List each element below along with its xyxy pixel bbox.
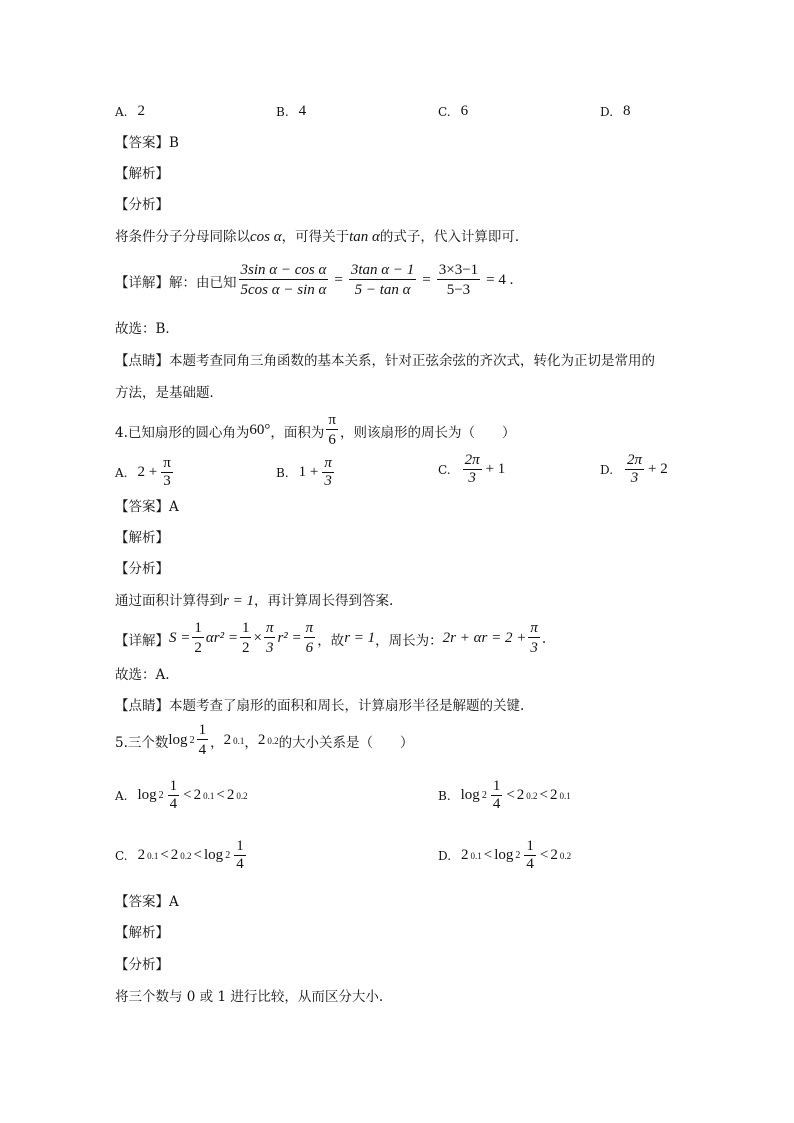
denominator: 3 xyxy=(163,473,171,489)
denominator: 5 − tan α xyxy=(354,282,411,298)
equals: = xyxy=(422,272,431,288)
q3-comment-line1: 【点睛】本题考查同角三角函数的基本关系，针对正弦余弦的齐次式，转化为正切是常用的 xyxy=(115,353,655,369)
fraction xyxy=(491,778,503,813)
option-value: 4 xyxy=(298,103,307,119)
option-label: D. xyxy=(438,848,452,863)
q3-option-b xyxy=(276,103,306,120)
exponent: 0.1 xyxy=(233,735,245,746)
numerator: 1 xyxy=(169,778,178,794)
math: r² = xyxy=(277,630,302,646)
base: 2 xyxy=(550,847,558,863)
numerator: 1 xyxy=(236,838,244,854)
fraction xyxy=(192,620,204,657)
q4-option-d xyxy=(600,452,668,487)
log-text: log xyxy=(494,847,514,863)
option-label: B. xyxy=(276,104,289,119)
text: . xyxy=(541,630,547,647)
q3-option-c xyxy=(438,103,468,120)
base: 2 xyxy=(226,787,235,803)
math-cos: cos α xyxy=(250,229,282,245)
text: 4.已知扇形的圆心角为 xyxy=(115,424,250,441)
q4-detail xyxy=(115,620,546,657)
denominator: 6 xyxy=(328,432,336,448)
q5-analysis-heading: 【解析】 xyxy=(115,925,169,941)
q3-comment-line2: 方法，是基础题． xyxy=(115,385,223,401)
option-label: C. xyxy=(438,462,451,477)
option-label: B. xyxy=(438,788,451,803)
denominator: 5−3 xyxy=(446,282,471,298)
option-label: A. xyxy=(115,788,128,803)
numerator: 1 xyxy=(198,722,207,738)
q3-fenxi-heading: 【分析】 xyxy=(115,197,169,213)
q5-fenxi-heading: 【分析】 xyxy=(115,957,169,973)
exponent: 0.2 xyxy=(559,850,572,861)
option-math xyxy=(461,838,571,873)
log-base: 2 xyxy=(225,850,231,861)
fraction xyxy=(528,620,540,657)
option-label: A. xyxy=(115,465,128,480)
option-value: 6 xyxy=(460,103,469,119)
option-math xyxy=(623,452,668,487)
log-text: log xyxy=(460,787,480,803)
q4-option-c xyxy=(438,452,505,487)
numerator: 3tan α − 1 xyxy=(350,262,415,278)
exponent: 0.1 xyxy=(470,850,482,861)
fraction xyxy=(197,722,209,759)
power xyxy=(224,732,245,749)
fraction xyxy=(240,620,252,657)
option-label: C. xyxy=(438,104,451,119)
option-label: D. xyxy=(600,104,614,119)
math-r: r = 1 xyxy=(223,593,254,609)
fraction xyxy=(437,262,480,299)
q3-detail xyxy=(115,262,513,299)
base: 2 xyxy=(223,732,232,748)
numerator: 1 xyxy=(194,620,202,636)
base: 2 xyxy=(516,787,525,803)
q4-option-b xyxy=(276,455,336,490)
fraction xyxy=(524,838,536,873)
log-base: 2 xyxy=(189,735,195,746)
denominator: 3 xyxy=(630,470,639,486)
pre: 1 + xyxy=(298,464,319,480)
numerator: 3×3−1 xyxy=(438,262,479,278)
q5-option-c xyxy=(115,838,248,873)
less-than: < xyxy=(183,787,192,803)
denominator: 4 xyxy=(236,856,244,872)
q5-stem xyxy=(115,722,414,759)
text: 将条件分子分母同除以 xyxy=(115,229,250,245)
option-math xyxy=(138,838,248,873)
text: 5.三个数 xyxy=(115,734,169,751)
text: ，则该扇形的周长为（ ） xyxy=(339,424,516,441)
fraction xyxy=(264,620,276,657)
base: 2 xyxy=(257,732,266,748)
text: 【详解】 xyxy=(115,632,169,649)
power xyxy=(258,732,279,749)
numerator: 2π xyxy=(627,452,643,468)
denominator: 6 xyxy=(305,640,314,656)
numerator: π xyxy=(328,412,336,428)
pre: 2 + xyxy=(137,464,158,480)
denominator: 2 xyxy=(241,640,250,656)
log-text: log xyxy=(137,787,157,803)
denominator: 4 xyxy=(198,742,207,758)
text: 通过面积计算得到 xyxy=(115,593,223,609)
base: 2 xyxy=(170,847,179,863)
option-math xyxy=(299,455,336,490)
math: S = xyxy=(169,630,191,646)
numerator: π xyxy=(324,455,332,471)
text: ，再计算周长得到答案. xyxy=(253,593,394,609)
denominator: 2 xyxy=(194,640,202,656)
exponent: 0.2 xyxy=(180,850,192,861)
base: 2 xyxy=(461,847,469,863)
text: ，面积为 xyxy=(270,424,325,441)
math: αr² = xyxy=(205,630,238,646)
numerator: π xyxy=(163,455,171,471)
less-than: < xyxy=(160,847,169,863)
text: 的大小关系是（ ） xyxy=(278,734,414,751)
post: + 2 xyxy=(648,461,668,477)
q4-fenxi-heading: 【分析】 xyxy=(115,561,169,577)
fraction xyxy=(239,262,329,299)
option-label: C. xyxy=(115,848,128,863)
option-value: 8 xyxy=(623,103,631,119)
denominator: 4 xyxy=(526,856,534,872)
numerator: 2π xyxy=(464,452,480,468)
less-than: < xyxy=(216,787,225,803)
base: 2 xyxy=(193,787,202,803)
exponent: 0.2 xyxy=(267,735,279,746)
fraction xyxy=(326,412,338,449)
less-than: < xyxy=(539,847,549,863)
q5-option-d xyxy=(438,838,571,873)
q3-option-d xyxy=(600,103,631,120)
less-than: < xyxy=(193,847,203,863)
denominator: 3 xyxy=(265,640,274,656)
exponent: 0.1 xyxy=(559,790,571,801)
q4-method xyxy=(115,592,393,610)
numerator: π xyxy=(530,620,538,636)
log-text: log xyxy=(204,847,224,863)
denominator: 3 xyxy=(530,640,538,656)
q4-choose: 故选：A. xyxy=(115,667,170,683)
q3-option-a xyxy=(115,103,145,120)
fraction xyxy=(161,455,173,490)
fraction xyxy=(463,452,482,487)
text: ，可得关于 xyxy=(281,229,350,245)
q5-method: 将三个数与 0 或 1 进行比较，从而区分大小. xyxy=(115,989,384,1005)
fraction xyxy=(625,452,644,487)
log xyxy=(168,732,194,749)
option-math xyxy=(137,778,247,813)
denominator: 3 xyxy=(468,470,476,486)
exponent: 0.2 xyxy=(236,790,248,801)
denominator: 3 xyxy=(324,473,332,489)
less-than: < xyxy=(506,787,515,803)
numerator: 3sin α − cos α xyxy=(240,262,327,278)
numerator: 1 xyxy=(526,838,534,854)
post: + 1 xyxy=(485,461,506,477)
log-base: 2 xyxy=(515,850,521,861)
q3-analysis-heading: 【解析】 xyxy=(115,166,169,182)
text: ，周长为： xyxy=(375,632,443,649)
q4-comment: 【点睛】本题考查了扇形的面积和周长，计算扇形半径是解题的关键. xyxy=(115,698,525,714)
q3-choose: 故选：B． xyxy=(115,321,179,337)
exponent: 0.1 xyxy=(203,790,215,801)
q5-option-b xyxy=(438,778,571,813)
option-label: B. xyxy=(276,465,289,480)
base: 2 xyxy=(137,847,146,863)
fraction xyxy=(168,778,180,813)
option-math xyxy=(137,455,174,490)
base: 2 xyxy=(550,787,558,803)
result: = 4 . xyxy=(486,272,514,288)
numerator: π xyxy=(265,620,274,636)
math-tan: tan α xyxy=(349,229,380,245)
option-label: D. xyxy=(600,462,614,477)
fraction xyxy=(304,620,316,657)
less-than: < xyxy=(483,847,493,863)
text: ， xyxy=(210,734,224,751)
option-value: 2 xyxy=(137,103,145,119)
text: ，故 xyxy=(317,632,345,649)
fraction xyxy=(349,262,416,299)
angle: 60° xyxy=(249,422,271,438)
q3-method xyxy=(115,228,528,246)
text: 的式子，代入计算即可． xyxy=(379,229,529,245)
equals: = xyxy=(334,272,343,288)
times: × xyxy=(253,630,262,646)
denominator: 5cos α − sin α xyxy=(240,282,327,298)
less-than: < xyxy=(539,787,548,803)
q5-option-a xyxy=(115,778,248,813)
log-base: 2 xyxy=(481,790,487,801)
option-math xyxy=(461,452,506,487)
q4-answer: 【答案】A xyxy=(115,499,179,515)
log-text: log xyxy=(168,732,188,748)
denominator: 4 xyxy=(492,796,501,812)
q3-answer: 【答案】B xyxy=(115,135,179,151)
numerator: π xyxy=(305,620,314,636)
exponent: 0.2 xyxy=(526,790,538,801)
exponent: 0.1 xyxy=(147,850,159,861)
math: r = 1 xyxy=(344,630,376,646)
option-math xyxy=(461,778,571,813)
q4-analysis-heading: 【解析】 xyxy=(115,530,169,546)
option-label: A. xyxy=(115,104,128,119)
math: 2r + αr = 2 + xyxy=(442,630,527,646)
q4-stem xyxy=(115,412,515,449)
q5-answer: 【答案】A xyxy=(115,894,179,910)
fraction xyxy=(322,455,334,490)
numerator: 1 xyxy=(492,778,501,794)
fraction xyxy=(234,838,246,873)
log-base: 2 xyxy=(158,790,164,801)
text: 【详解】解：由已知 xyxy=(115,274,237,291)
denominator: 4 xyxy=(169,796,178,812)
q4-option-a xyxy=(115,455,175,490)
numerator: 1 xyxy=(241,620,250,636)
text: ， xyxy=(244,734,258,751)
